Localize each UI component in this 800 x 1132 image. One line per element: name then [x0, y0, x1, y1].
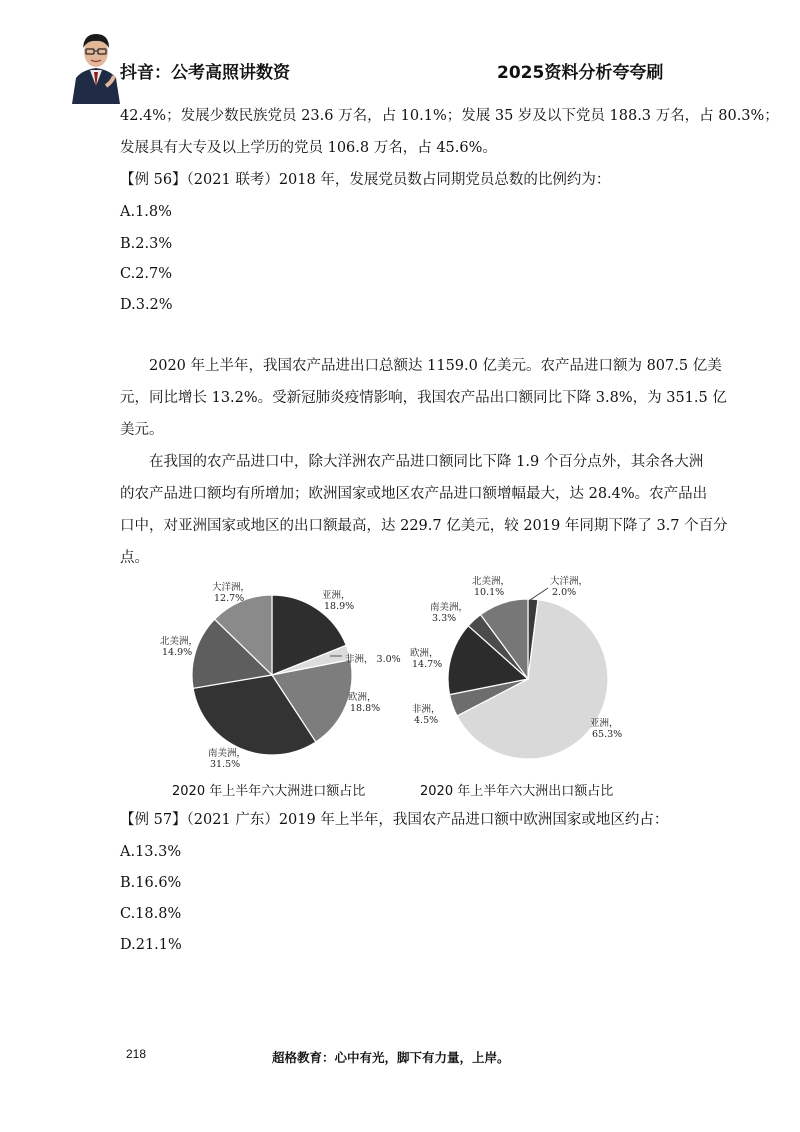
passage-p2-line-3: 口中，对亚洲国家或地区的出口额最高，达 229.7 亿美元，较 2019 年同期下降了 3.7 个百分: [120, 518, 728, 534]
import-slice-value-3: 31.5%: [210, 759, 241, 770]
export-slice-label-2: 非洲，: [412, 704, 441, 715]
presenter-photo: [68, 26, 124, 104]
export-slice-label-4: 南美洲，: [430, 602, 469, 613]
question-57-option-d: D.21.1%: [120, 937, 182, 953]
header-right-title: 2025资料分析夸夸刷: [497, 63, 664, 83]
import-slice-label-1: 非洲， 3.0%: [345, 654, 401, 665]
question-57-option-a: A.13.3%: [120, 844, 182, 860]
question-57-option-c: C.18.8%: [120, 906, 182, 922]
question-57-option-b: B.16.6%: [120, 875, 182, 891]
export-slice-value-5: 10.1%: [474, 587, 505, 598]
import-slice-value-4: 14.9%: [162, 647, 193, 658]
passage-p1-line-3: 美元。: [120, 422, 164, 438]
question-56-option-a: A.1.8%: [120, 204, 172, 220]
question-57-stem: 【例 57】（2021 广东）2019 年上半年，我国农产品进口额中欧洲国家或地区约占：: [120, 812, 669, 828]
avatar: [68, 26, 124, 104]
export-slice-value-3: 14.7%: [412, 659, 443, 670]
passage-p2-line-2: 的农产品进口额均有所增加；欧洲国家或地区农产品进口额增幅最大，达 28.4%。农产品出: [120, 486, 708, 502]
import-chart-title: 2020 年上半年六大洲进口额占比: [172, 784, 366, 799]
question-56-option-d: D.3.2%: [120, 297, 173, 313]
prev-paragraph-line-2: 发展具有大专及以上学历的党员 106.8 万名，占 45.6%。: [120, 140, 497, 156]
passage-p2-line-1: 在我国的农产品进口中，除大洋洲农产品进口额同比下降 1.9 个百分点外，其余各大洲: [149, 454, 704, 470]
import-slice-label-5: 大洋洲，: [212, 582, 251, 593]
import-slice-label-3: 南美洲，: [208, 748, 247, 759]
import-slice-value-2: 18.8%: [350, 703, 381, 714]
header-left-title: 抖音：公考高照讲数资: [120, 63, 290, 83]
question-56-option-c: C.2.7%: [120, 266, 173, 282]
export-pie-svg: [400, 570, 630, 780]
import-slice-value-5: 12.7%: [214, 593, 245, 604]
passage-p2-line-4: 点。: [120, 550, 149, 566]
question-56-option-b: B.2.3%: [120, 236, 173, 252]
export-slice-value-1: 65.3%: [592, 729, 623, 740]
export-slice-label-0: 大洋洲，: [550, 576, 589, 587]
export-slice-value-2: 4.5%: [414, 715, 439, 726]
export-slice-label-3: 欧洲，: [410, 648, 439, 659]
page-number: 218: [126, 1047, 147, 1061]
question-56-stem: 【例 56】（2021 联考）2018 年，发展党员数占同期党员总数的比例约为：: [120, 172, 611, 188]
import-slice-label-0: 亚洲，: [322, 590, 351, 601]
export-slice-value-0: 2.0%: [552, 587, 577, 598]
import-pie-svg: [150, 570, 401, 780]
prev-paragraph-line-1: 42.4%；发展少数民族党员 23.6 万名，占 10.1%；发展 35 岁及以下党员 188.3 万名，占 80.3%；: [120, 108, 779, 124]
export-pie-chart: [400, 570, 630, 780]
import-slice-label-2: 欧洲，: [348, 692, 377, 703]
passage-p1-line-1: 2020 年上半年，我国农产品进出口总额达 1159.0 亿美元。农产品进口额为 807.5 亿美: [149, 358, 722, 374]
export-leader-line-0: [530, 588, 548, 600]
import-pie-chart: [150, 570, 401, 780]
export-slice-label-1: 亚洲，: [590, 718, 619, 729]
passage-p1-line-2: 元，同比增长 13.2%。受新冠肺炎疫情影响，我国农产品出口额同比下降 3.8%，为 351.5 亿: [120, 390, 727, 406]
export-chart-title: 2020 年上半年六大洲出口额占比: [420, 784, 614, 799]
import-slice-value-0: 18.9%: [324, 601, 355, 612]
export-slice-value-4: 3.3%: [432, 613, 457, 624]
footer-slogan: 超格教育：心中有光，脚下有力量，上岸。: [272, 1050, 510, 1065]
import-slice-label-4: 北美洲，: [160, 636, 199, 647]
export-slice-label-5: 北美洲，: [472, 576, 511, 587]
